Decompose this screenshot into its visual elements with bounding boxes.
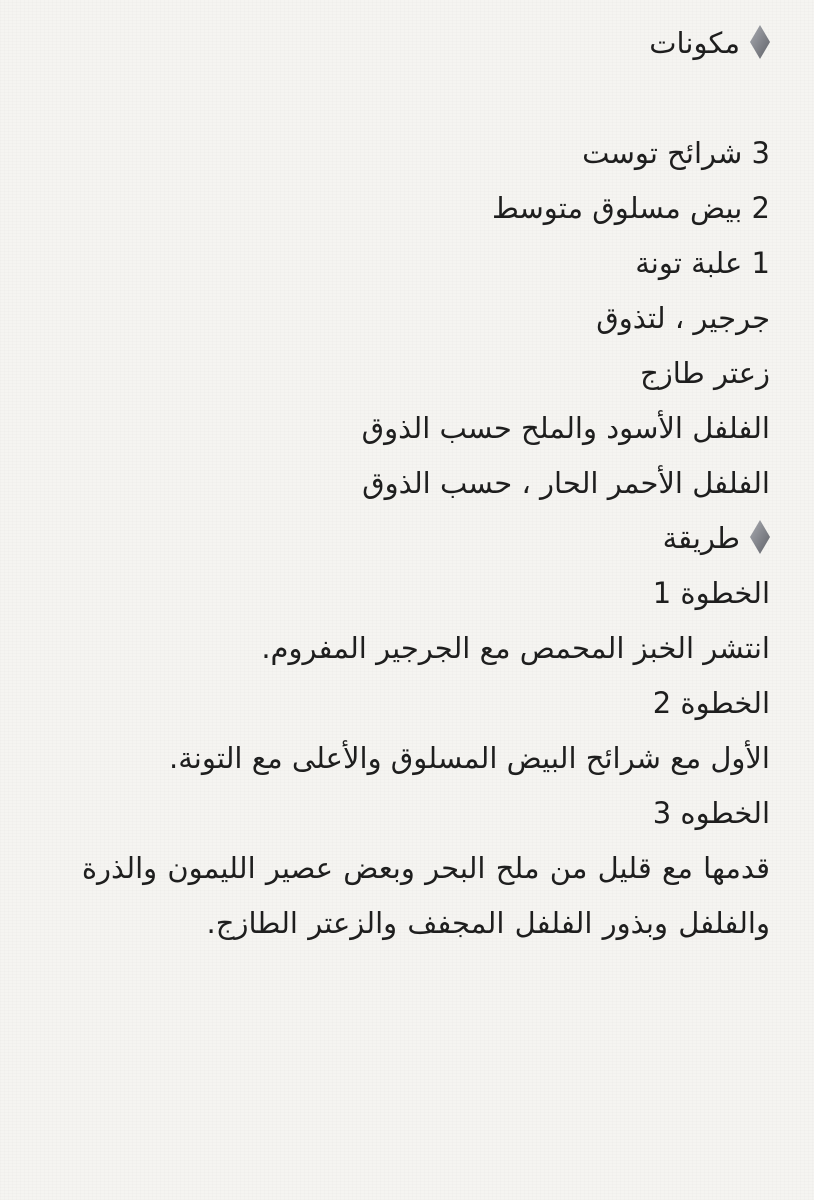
- ingredients-heading: [30, 16, 770, 71]
- ingredient-item: زعتر طازج: [640, 356, 770, 390]
- ingredient-item: 3 شرائح توست: [582, 136, 770, 170]
- ingredient-item: 1 علبة تونة: [635, 246, 770, 280]
- step-text: انتشر الخبز المحمص مع الجرجير المفروم.: [261, 631, 770, 665]
- method-heading-label: طريقة: [662, 521, 740, 555]
- step-title: الخطوة 2: [652, 686, 770, 720]
- method-heading: [30, 511, 770, 566]
- blank-line: [30, 71, 770, 126]
- step-text: الأول مع شرائح البيض المسلوق والأعلى مع التونة.: [169, 741, 770, 775]
- note-body[interactable]: [30, 16, 770, 951]
- step-title: الخطوة 1: [652, 576, 770, 610]
- ingredient-item: 2 بيض مسلوق متوسط: [491, 191, 770, 225]
- diamond-icon: [750, 32, 770, 52]
- ingredient-item: جرجير ، لتذوق: [596, 301, 770, 335]
- step-title: الخطوه 3: [652, 796, 770, 830]
- ingredient-item: الفلفل الأحمر الحار ، حسب الذوق: [362, 466, 770, 500]
- step-text: قدمها مع قليل من ملح البحر وبعض عصير الليمون والذرة والفلفل وبذور الفلفل المجفف والزعتر الطازج.: [81, 851, 770, 940]
- ingredient-item: الفلفل الأسود والملح حسب الذوق: [361, 411, 770, 445]
- diamond-icon: [750, 527, 770, 547]
- ingredients-heading-label: مكونات: [649, 26, 740, 60]
